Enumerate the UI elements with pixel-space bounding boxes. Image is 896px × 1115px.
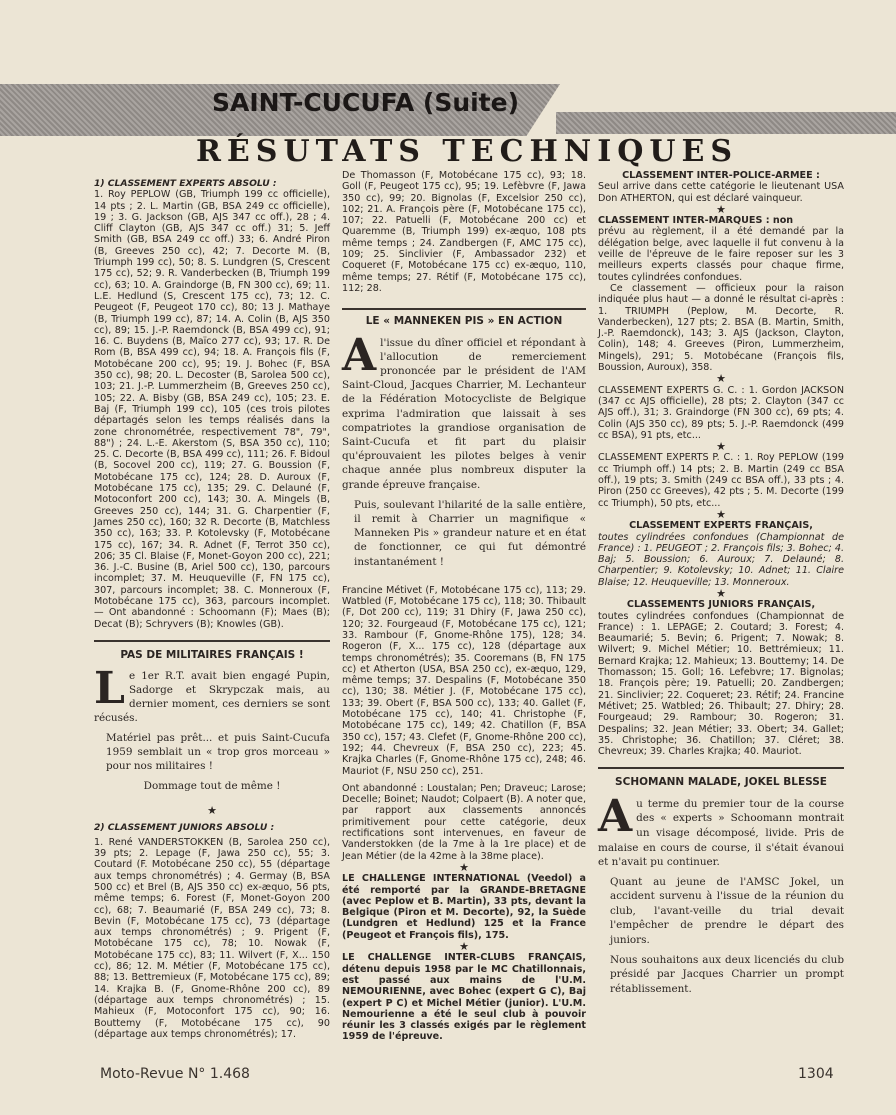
star-divider: ★ [207, 804, 217, 818]
juniors-francais-heading: CLASSEMENTS JUNIORS FRANÇAIS, [626, 599, 816, 611]
page-title: RÉSUTATS TECHNIQUES [196, 134, 739, 169]
inter-marques-heading: CLASSEMENT INTER-MARQUES : non [598, 215, 794, 227]
star-divider-7: ★ [716, 507, 726, 521]
column-2 [342, 170, 586, 1043]
challenge-international-text: LE CHALLENGE INTERNATIONAL (Veedol) a été remporté par la GRANDE-BRETAGNE (avec Peplow et B. Martin), 33 pts, devant la Belgique (Piron et M. Decorte), 92, la Suède (Lundgren et Hedlund) 125 et la France (Peugeot et François fils), 175. [342, 873, 586, 941]
experts-absolu-text: 1. Roy PEPLOW (GB, Triumph 199 cc officielle), 14 pts ; 2. L. Martin (GB, BSA 249 cc officielle), 19 ; 3. G. Jackson (GB, AJS 347 cc off.), 28 ; 4. Cliff Clayton (GB, AJS 347 cc off.) 31; 5. Jeff Smith (GB, BSA 249 cc off.) 33; 6. André Piron (B, Greeves 250 cc), 42; 7. Decorte M. (B, Triumph 199 cc), 50; 8. S. Lundgren (S, Crescent 175 cc), 52; 9. R. Vanderbecken (B, Triumph 199 cc), 63; 10. A. Graindorge (B, FN 300 cc), 69; 11. L.E. Hedlund (S, Crescent 175 cc), 73; 12. C. Peugeot (F, Peugeot 170 cc), 80; 13 J. Mathaye (B, Triumph 199 cc), 87; 14. A. Colin (B, AJS 350 cc), 89; 15. J.-P. Raemdonck (B, BSA 499 cc), 91; 16. C. Buydens (B, Maïco 277 cc), 93; 17. R. De Rom (B, BSA 499 cc), 94; 18. A. François fils (F, Motobécane 200 cc), 95; 19. J. Bohec (F, BSA 350 cc), 98; 20. L. Decoster (B, Sarolea 500 cc), 103; 21. J.-P. Lummerzheim (B, Greeves 250 cc), 105; 22. A. Bisby (GB, BSA 249 cc), 105; 23. E. Baj (F, Triumph 199 cc), 105 (ces trois pilotes départagés selon les temps réalisés dans la zone chronométrée, respectivement 78", 79", 88") ; 24. L.-E. Akerstom (S, BSA 350 cc), 110; 25. C. Decorte (B, BSA 499 cc), 111; 26. F. Bidoul (B, Socovel 200 cc), 119; 27. G. Boussion (F, Motobécane 175 cc), 124; 28. D. Auroux (F, Motobécane 175 cc), 135; 29. C. Delauné (F, Motoconfort 200 cc), 143; 30. A. Mingels (B, Greeves 250 cc), 144; 31. G. Charpentier (F, James 250 cc), 160; 32 R. Decorte (B, Matchless 350 cc), 163; 33. P. Kotolevsky (F, Motobécane 175 cc), 167; 34. R. Adnet (F, Terrot 350 cc), 206; 35 Cl. Blaise (F, Monet-Goyon 200 cc), 221; 36. J.-C. Busine (B, Ariel 500 cc), 130, parcours incomplet; 37. M. Heuqueville (F, FN 175 cc), 307, parcours incomplet; 38. C. Monneroux (F, Motobécane 175 cc), 363, parcours incomplet. — Ont abandonné : Schoomann (F); Maes (B); Decat (B); Schryvers (B); Knowles (GB). [94, 189, 330, 630]
star-divider-4: ★ [716, 202, 726, 216]
inter-marques-result: Ce classement — officieux pour la raison indiquée plus haut — a donné le résultat ci-après : 1. TRIUMPH (Peplow, M. Decorte, R. Vanderbecken), 127 pts; 2. BSA (B. Martin, Smith, J.-P. Raemdonck), 143; 3. AJS (Jackson, Clayton, Colin), 148; 4. Greeves (Piron, Lummerzheim, Mingels), 291; 5. Motobécane (François fils, Boussion, Auroux), 358. [598, 282, 844, 374]
militaires-heading: PAS DE MILITAIRES FRANÇAIS ! [120, 648, 304, 661]
schomann-p2: Quant au jeune de l'AMSC Jokel, un accident survenu à l'issue de la réunion du club, l'avant-veille du trial devait l'empêcher de prendre le départ des juniors. [610, 875, 844, 947]
juniors-francais-text: toutes cylindrées confondues (Championnat de France) : 1. LEPAGE; 2. Coutard; 3. Forest; 4. Beaumarié; 5. Bevin; 6. Prigent; 7. Nowak; 8. Wilvert; 9. Michel Métier; 10. Bettrémieux; 11. Bernard Krajka; 12. Mahieux; 13. Bouttemy; 14. De Thomasson; 15. Goll; 16. Lefebvre; 17. Bignolas; 18. François père; 19. Patuelli; 20. Zandbergen; 21. Sinclivier; 22. Coqueret; 23. Rétif; 24. Francine Métivet; 25. Watbled; 26. Thibault; 27. Dhiry; 28. Fourgeaud; 29. Rambour; 30. Rogeron; 31. Despalins; 32. Jean Métier; 33. Obert; 34. Gallet; 35. Christophe; 36. Chatillon; 37. Cléret; 38. Chevreux; 39. Charles Krajka; 40. Mauriot. [598, 610, 844, 758]
column-1 [94, 178, 330, 1040]
dropcap-a: A [342, 329, 377, 381]
footer-magazine: Moto-Revue N° 1.468 [100, 1066, 250, 1082]
inter-police-heading: CLASSEMENT INTER-POLICE-ARMEE : [622, 170, 820, 181]
challenge-interclubs-text: LE CHALLENGE INTER-CLUBS FRANÇAIS, détenu depuis 1958 par le MC Chatillonnais, est passé aux mains de l'U.M. NEMOURIENNE, avec Bohec (expert G C), Baj (expert P C) et Michel Métier (junior). L'U.M. Nemourienne a été le seul club à pouvoir réunir les 3 classés exigés par le règlement 1959 de l'épreuve. [342, 952, 586, 1043]
star-divider-6: ★ [716, 440, 726, 454]
juniors-continued-text-2: Francine Métivet (F, Motobécane 175 cc), 113; 29. Watbled (F, Motobécane 175 cc), 118; 30. Thibault (F, Dot 200 cc), 119; 31 Dhiry (F, Jawa 250 cc), 120; 32. Fourgeaud (F, Motobécane 175 cc), 121; 33. Rambour (F, Gnome-Rhône 175), 128; 34. Rogeron (F, X... 175 cc), 128 (départage aux temps chronométrés); 35. Cooremans (B, FN 175 cc) et Atherton (USA, BSA 250 cc), ex-æquo, 129, même temps; 37. Despalins (F, Motobécane 350 cc), 130; 38. Métier J. (F, Motobécane 175 cc), 133; 39. Obert (F, BSA 500 cc), 133; 40. Gallet (F, Motobécane 175 cc), 140; 41. Christophe (F, Motobécane 175 cc), 149; 42. Chatillon (F, BSA 350 cc), 157; 43. Clefet (F, Gnome-Rhône 200 cc), 192; 44. Chevreux (F, BSA 250 cc), 223; 45. Krajka Charles (F, Gnome-Rhône 175 cc), 248; 46. Mauriot (F, NSU 250 cc), 251. [342, 584, 586, 777]
star-divider-8: ★ [716, 586, 726, 600]
inter-marques-text: prévu au règlement, il a été demandé par la délégation belge, avec laquelle il fut convenu à la veille de l'épreuve de le faire reposer sur les 3 meilleurs experts classés pour chaque firme, toutes cylindrées confondues. [598, 226, 844, 283]
experts-francais-text: toutes cylindrées confondues (Championnat de France) : 1. PEUGEOT ; 2. François fils; 3. Bohec; 4. Baj; 5. Boussion; 6. Auroux; 7. Delauné; 8. Charpentier; 9. Kotolevsky; 10. Adnet; 11. Claire Blaise; 12. Heuqueville; 13. Monneroux. [598, 531, 844, 588]
manneken-p2: Puis, soulevant l'hilarité de la salle entière, il remit à Charrier un magnifique « Manneken Pis » grandeur nature et en état de fonctionner, ce qui fut démontré instantanément ! [354, 498, 586, 568]
experts-gc-text: CLASSEMENT EXPERTS G. C. : 1. Gordon JACKSON (347 cc AJS officielle), 28 pts; 2. Clayton (347 cc AJS off.), 31; 3. Graindorge (FN 300 cc), 69 pts; 4. Colin (AJS 350 cc), 89 pts; 5. J.-P. Raemdonck (499 cc BSA), 91 pts, etc... [598, 384, 844, 441]
schomann-p3: Nous souhaitons aux deux licenciés du club présidé par Jacques Charrier un prompt rétablissement. [610, 953, 844, 995]
manneken-p1: l'issue du dîner officiel et répondant à l'allocution de remerciement prononcée par le président de l'AM Saint-Cloud, Jacques Charrier, M. Lechanteur de la Fédération Motocycliste de Belgique exprima l'admiration que laissait à ses compatriotes la grandiose organisation de Saint-Cucufa et fit part du plaisir qu'éprouvaient les pilotes belges à venir chaque année plus nombreux disputer la grande épreuve française. [342, 336, 586, 491]
dropcap-a-2: A [598, 790, 633, 842]
juniors-absolu-heading: 2) CLASSEMENT JUNIORS ABSOLU : [94, 822, 275, 834]
section-title: SAINT-CUCUFA (Suite) [212, 88, 520, 117]
experts-absolu-heading: 1) CLASSEMENT EXPERTS ABSOLU : [94, 178, 277, 189]
militaires-p2: Matériel pas prêt... et puis Saint-Cucufa 1959 semblait un « trop gros morceau » pour nos militaires ! [106, 732, 330, 773]
schomann-body [598, 790, 844, 997]
column-3 [598, 170, 844, 996]
schomann-p1: u terme du premier tour de la course des « experts » Schoomann montrait un visage décomposé, livide. Pris de malaise en cours de course, il s'était évanoui et n'avait pu continuer. [598, 797, 844, 869]
militaires-body [94, 663, 330, 793]
star-divider-3: ★ [459, 940, 469, 954]
header-rule [556, 112, 896, 134]
schomann-heading: SCHOMANN MALADE, JOKEL BLESSE [615, 776, 827, 789]
abandons-text: Ont abandonné : Loustalan; Pen; Draveuc; Larose; Decelle; Boinet; Naudot; Colpaert (B). A noter que, par rapport aux classements annoncés primitivement pour cette catégorie, deux rectifications sont intervenues, en faveur de Vanderstokken (de la 7me à la 1re place) et de Jean Métier (de la 42me à la 38me place). [342, 782, 586, 862]
juniors-absolu-text: 1. René VANDERSTOKKEN (B, Sarolea 250 cc), 39 pts; 2. Lepage (F, Jawa 250 cc), 55; 3. Coutard (F. Motobécane 250 cc), 55 (départage aux temps chronométrés) ; 4. Germay (B, BSA 500 cc) et Brel (B, AJS 350 cc) ex-æquo, 56 pts, même temps; 6. Forest (F, Monet-Goyon 200 cc), 68; 7. Beaumarié (F, BSA 249 cc), 73; 8. Bevin (F, Motobécane 175 cc), 73 (départage aux temps chronométrés) ; 9. Prigent (F, Motobécane 175 cc), 78; 10. Nowak (F, Motobécane 175 cc), 83; 11. Wilvert (F, X... 150 cc), 86; 12. M. Métier (F, Motobécane 175 cc), 88; 13. Bettremieux (F, Motobécane 175 cc), 89; 14. Krajka B. (F, Gnome-Rhône 200 cc), 89 (départage aux temps chronométrés) ; 15. Mahieux (F, Motoconfort 175 cc), 90; 16. Bouttemy (F, Motobécane 175 cc), 90 (départage aux temps chronométrés); 17. [94, 836, 330, 1040]
star-divider-5: ★ [716, 372, 726, 386]
militaires-box [94, 640, 330, 793]
militaires-p3: Dommage tout de même ! [143, 780, 281, 793]
inter-police-text: Seul arrive dans cette catégorie le lieutenant USA Don ATHERTON, qui est déclaré vainqueur. [598, 181, 844, 204]
manneken-box [342, 308, 586, 569]
manneken-body [342, 329, 586, 569]
juniors-continued-text: De Thomasson (F, Motobécane 175 cc), 93; 18. Goll (F, Peugeot 175 cc), 95; 19. Lefèbvre (F, Jawa 350 cc), 99; 20. Bignolas (F, Excelsior 250 cc), 102; 21. A. François père (F, Motobécane 175 cc), 107; 22. Patuelli (F, Motobécane 200 cc) et Quaremme (B, Triumph 199) ex-æquo, 108 pts même temps ; 24. Zandbergen (F, AMC 175 cc), 109; 25. Sinclivier (F, Ambassador 232) et Coqueret (F, Motobécane 175 cc) ex-æquo, 110, même temps; 27. Rétif (F, Motobécane 175 cc), 112; 28. [342, 170, 586, 294]
footer-page-number: 1304 [798, 1066, 834, 1082]
star-divider-2: ★ [459, 860, 469, 874]
experts-pc-text: CLASSEMENT EXPERTS P. C. : 1. Roy PEPLOW (199 cc Triumph off.) 14 pts; 2. B. Martin (249 cc BSA off.), 19 pts; 3. Smith (249 cc BSA off.), 33 pts ; 4. Piron (250 cc Greeves), 42 pts ; 5. M. Decorte (199 cc Triumph), 50 pts, etc... [598, 452, 844, 509]
experts-francais-heading: CLASSEMENT EXPERTS FRANÇAIS, [629, 520, 813, 532]
militaires-p1: e 1er R.T. avait bien engagé Pupin, Sadorge et Skrypczak mais, au dernier moment, ces derniers se sont récusés. [94, 670, 330, 725]
schomann-box [598, 767, 844, 996]
manneken-heading: LE « MANNEKEN PIS » EN ACTION [365, 315, 563, 328]
dropcap-l: L [94, 663, 125, 715]
